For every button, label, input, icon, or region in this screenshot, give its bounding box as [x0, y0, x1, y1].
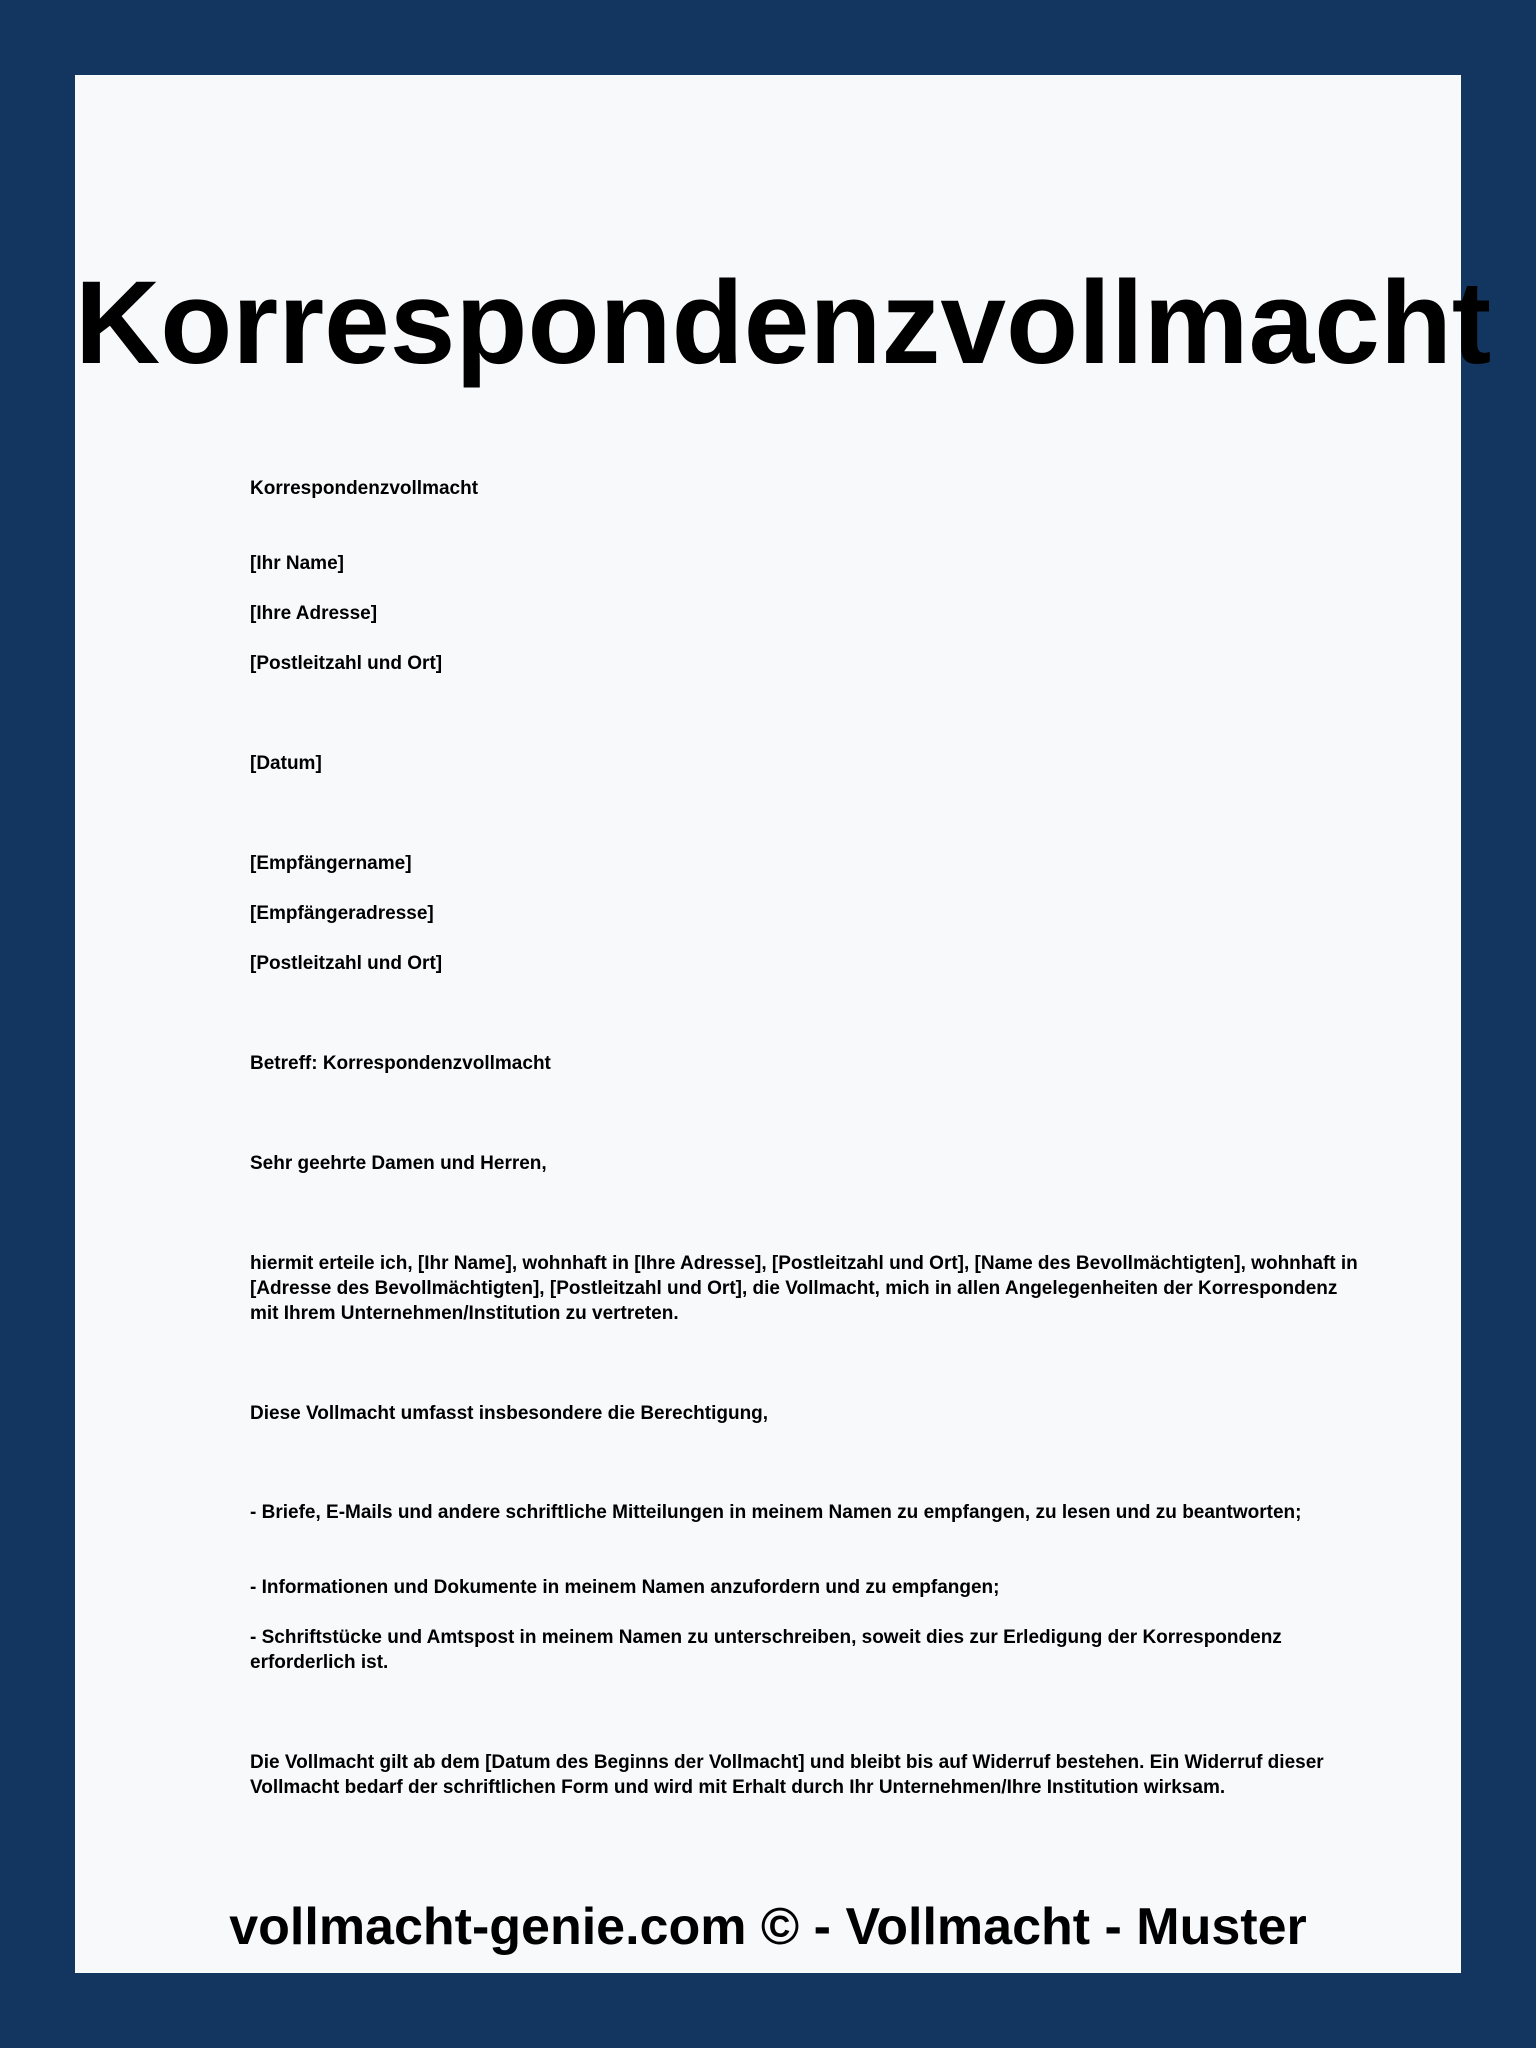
- recipient-address: [Empfängeradresse]: [250, 903, 434, 924]
- scope-item: - Informationen und Dokumente in meinem Namen anzufordern und zu empfangen;: [250, 1577, 1000, 1598]
- scope-item: - Schriftstücke und Amtspost in meinem Namen zu unterschreiben, soweit dies zur Erledigung der Korrespondenz erforderlich ist.: [250, 1627, 1282, 1673]
- letter-salutation: Sehr geehrte Damen und Herren,: [250, 1153, 547, 1174]
- scope-intro: Diese Vollmacht umfasst insbesondere die Berechtigung,: [250, 1403, 769, 1424]
- scope-item: - Briefe, E-Mails und andere schriftliche Mitteilungen in meinem Namen zu empfangen, zu lesen und zu beantworten;: [250, 1502, 1302, 1523]
- sender-city: [Postleitzahl und Ort]: [250, 653, 443, 674]
- sender-name: [Ihr Name]: [250, 553, 344, 574]
- sender-address: [Ihre Adresse]: [250, 603, 378, 624]
- letter-intro-paragraph: hiermit erteile ich, [Ihr Name], wohnhaft in [Ihre Adresse], [Postleitzahl und Ort], [Name des Bevollmächtigten], wohnhaft in [Adresse des Bevollmächtigten], [Postleitzahl und Ort], die Vollmacht, mich in allen Angelegenheiten der Korrespondenz mit Ihrem Unternehmen/Institution zu vertreten.: [250, 1253, 1358, 1324]
- letter-date: [Datum]: [250, 753, 322, 774]
- document-title: Korrespondenzvollmacht: [75, 257, 1492, 389]
- footer-watermark: vollmacht-genie.com © - Vollmacht - Muster: [229, 1898, 1307, 1956]
- letter-heading: Korrespondenzvollmacht: [250, 478, 479, 499]
- document-page: [75, 75, 1492, 1973]
- letter-subject: Betreff: Korrespondenzvollmacht: [250, 1053, 551, 1074]
- recipient-city: [Postleitzahl und Ort]: [250, 953, 443, 974]
- validity-paragraph: Die Vollmacht gilt ab dem [Datum des Beginns der Vollmacht] und bleibt bis auf Widerruf bestehen. Ein Widerruf dieser Vollmacht bedarf der schriftlichen Form und wird mit Erhalt durch Ihr Unternehmen/Ihre Institution wirksam.: [250, 1752, 1324, 1798]
- recipient-name: [Empfängername]: [250, 853, 412, 874]
